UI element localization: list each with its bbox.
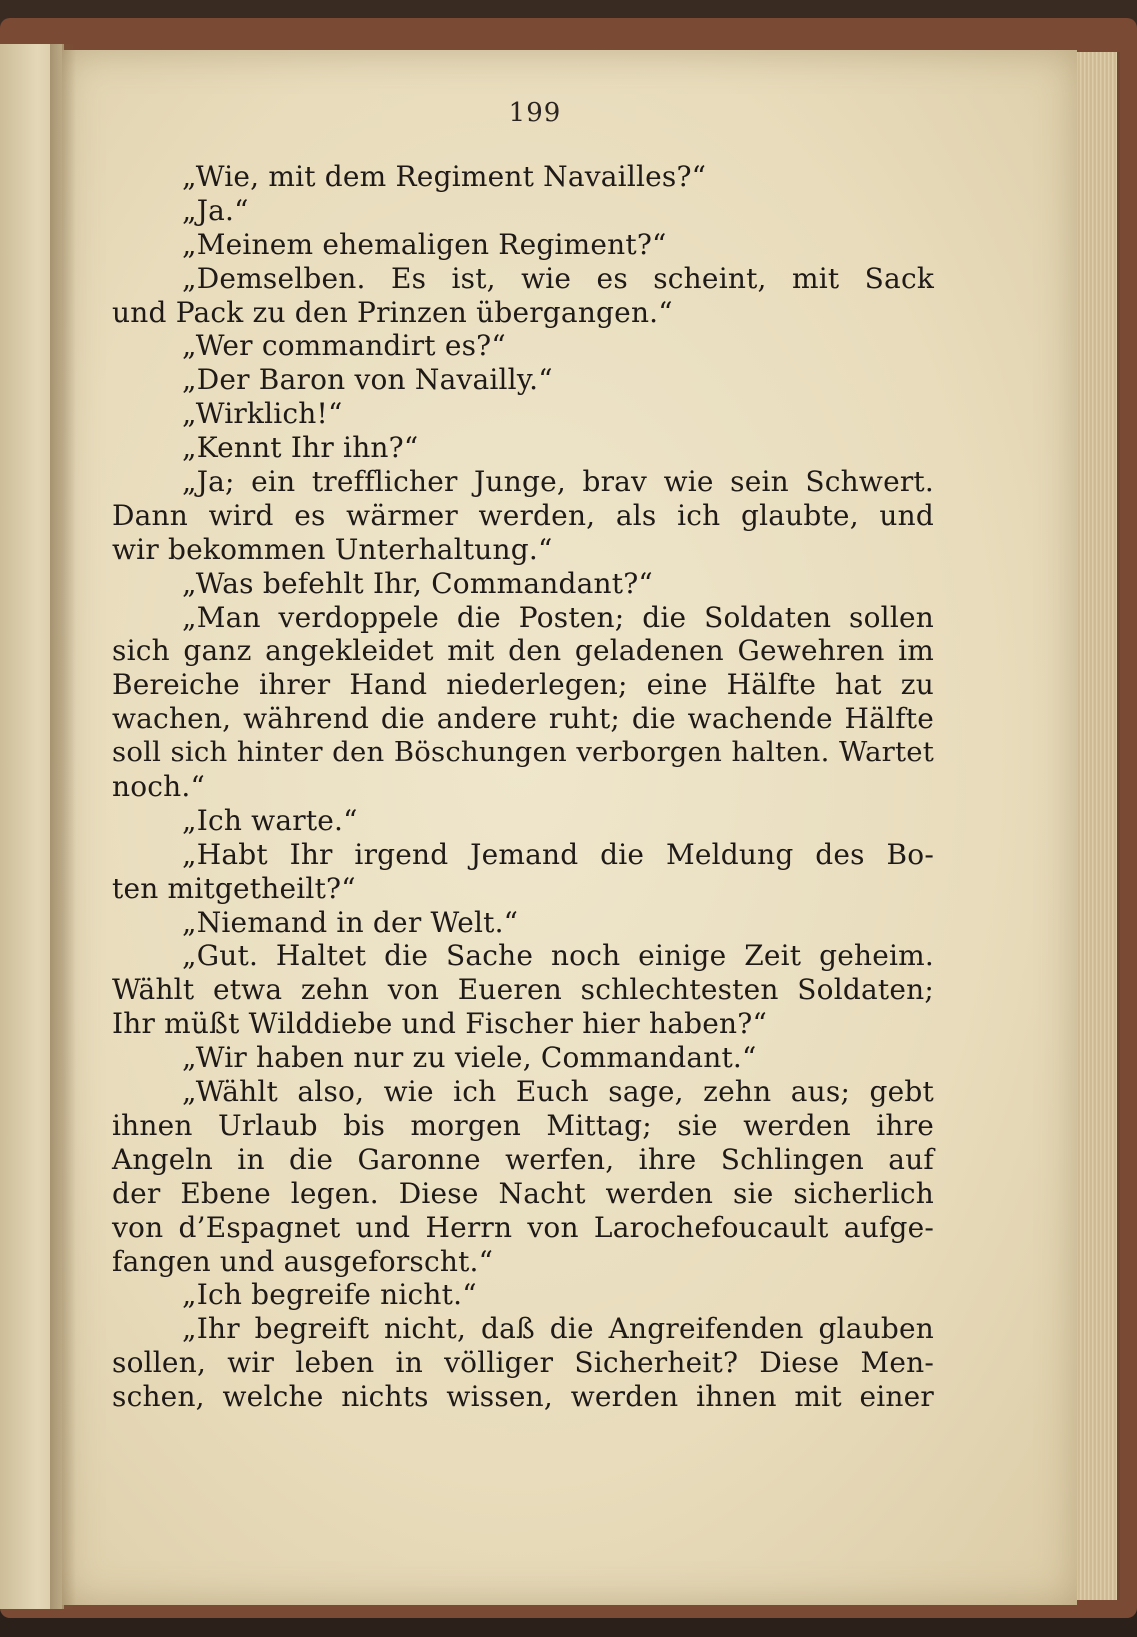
text-line: „Ich warte.“ (182, 803, 358, 837)
page-gutter (50, 44, 76, 1609)
text-line: Bereiche ihrer Hand niederlegen; eine Hälfte hat zu (112, 668, 934, 702)
text-line: „Wir haben nur zu viele, Commandant.“ (182, 1041, 757, 1075)
text-line: „Ja; ein trefflicher Junge, brav wie sein Schwert. (182, 465, 934, 499)
text-line: „Ihr begreift nicht, daß die Angreifenden glauben (182, 1312, 934, 1346)
text-line: „Ja.“ (182, 193, 249, 227)
text-line: schen, welche nichts wissen, werden ihnen mit einer (112, 1380, 934, 1414)
text-line: Ihr müßt Wilddiebe und Fischer hier haben?“ (112, 1007, 768, 1041)
page-number: 199 (508, 98, 562, 128)
text-line: und Pack zu den Prinzen übergangen.“ (112, 295, 673, 329)
text-line: wir bekommen Unterhaltung.“ (112, 532, 553, 566)
text-line: soll sich hinter den Böschungen verborgen halten. Wartet (112, 736, 934, 769)
text-line: wachen, während die andere ruht; die wachende Hälfte (112, 702, 934, 736)
text-line: Dann wird es wärmer werden, als ich glaubte, und (112, 498, 934, 532)
text-line: ten mitgetheilt?“ (112, 871, 356, 905)
text-line: „Niemand in der Welt.“ (182, 905, 519, 939)
text-line: noch.“ (112, 770, 206, 804)
text-line: „Der Baron von Navailly.“ (182, 363, 553, 397)
text-line: von d’Espagnet und Herrn von Larochefoucault aufge- (112, 1210, 934, 1244)
text-line: „Demselben. Es ist, wie es scheint, mit Sack (182, 261, 934, 295)
text-line: „Habt Ihr irgend Jemand die Meldung des Bo- (182, 837, 934, 871)
text-line: „Was befehlt Ihr, Commandant?“ (182, 566, 653, 600)
text-line: Wählt etwa zehn von Eueren schlechtesten Soldaten; (112, 973, 934, 1007)
text-line: „Wirklich!“ (182, 397, 343, 431)
text-line: „Ich begreife nicht.“ (182, 1278, 477, 1312)
text-line: „Meinem ehemaligen Regiment?“ (182, 227, 667, 261)
text-line: fangen und ausgeforscht.“ (112, 1244, 494, 1278)
text-line: „Wer commandirt es?“ (182, 329, 506, 363)
text-line: „Man verdoppele die Posten; die Soldaten sollen (182, 600, 934, 634)
text-line: „Wie, mit dem Regiment Navailles?“ (182, 160, 707, 193)
text-line: ihnen Urlaub bis morgen Mittag; sie werden ihre (112, 1108, 934, 1142)
text-line: sich ganz angekleidet mit den geladenen Gewehren im (112, 634, 934, 668)
page-stack-edge (1077, 52, 1120, 1600)
text-line: Angeln in die Garonne werfen, ihre Schlingen auf (112, 1142, 934, 1176)
text-line: sollen, wir leben in völliger Sicherheit? Diese Men- (112, 1346, 934, 1380)
text-line: „Gut. Haltet die Sache noch einige Zeit geheim. (182, 939, 934, 973)
page-text (112, 160, 934, 1414)
text-line: „Kennt Ihr ihn?“ (182, 431, 419, 465)
text-line: der Ebene legen. Diese Nacht werden sie sicherlich (112, 1176, 934, 1210)
text-line: „Wählt also, wie ich Euch sage, zehn aus; gebt (182, 1075, 934, 1109)
